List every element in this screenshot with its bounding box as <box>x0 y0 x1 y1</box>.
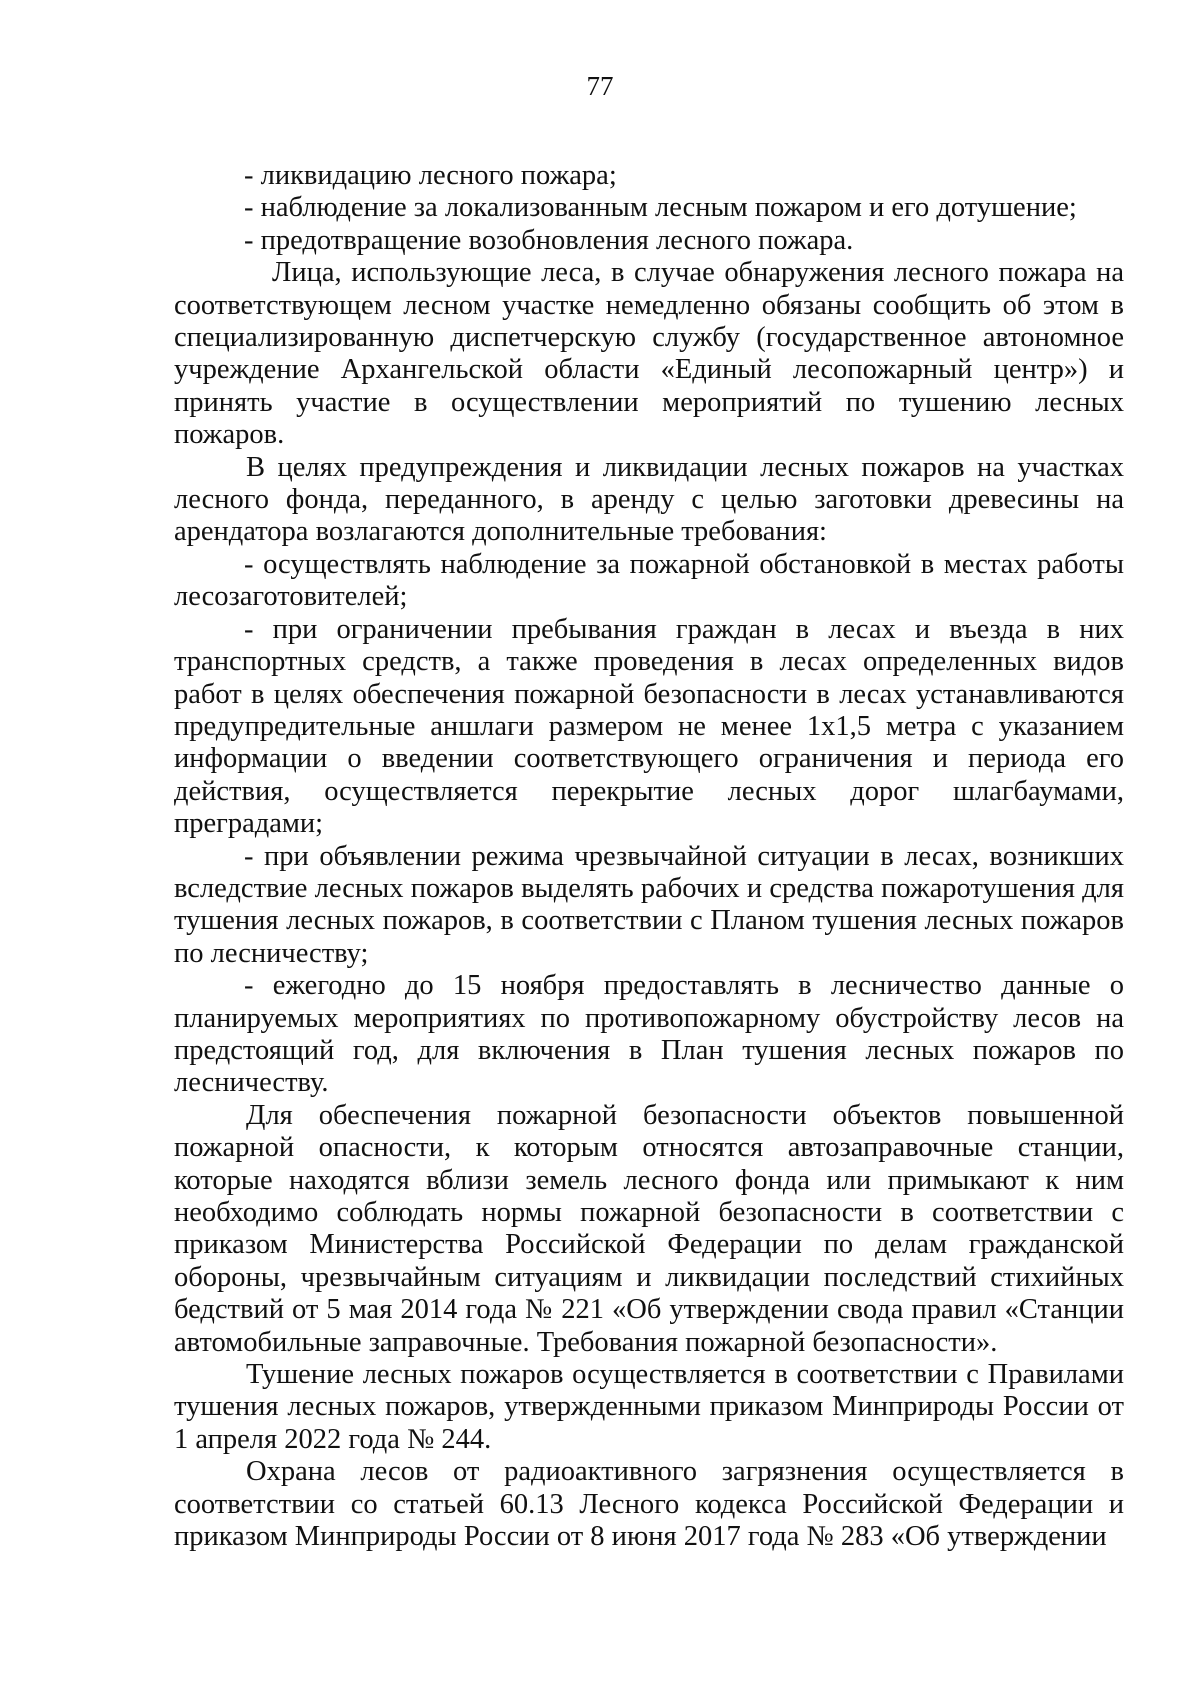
list-item-prevention: - предотвращение возобновления лесного пожара. <box>244 224 854 256</box>
paragraph-extinguishing-rules: Тушение лесных пожаров осуществляется в соответствии с Правилами тушения лесных пожаров, утвержденными приказом Минприроды России от 1 апреля 2022 года № 244. <box>174 1359 1124 1455</box>
list-item-emergency: - при объявлении режима чрезвычайной ситуации в лесах, возникших вследствие лесных пожаров выделять рабочих и средства пожаротушения для тушения лесных пожаров, в соответствии с Планом тушения лесных пожаров по лесничеству; <box>174 840 1124 969</box>
paragraph-forest-users: Лица, использующие леса, в случае обнаружения лесного пожара на соответствующем лесном участке немедленно обязаны сообщить об этом в специализированную диспетчерскую службу (государственное автономное учреждение Архангельской области «Единый лесопожарный центр») и принять участие в осуществлении мероприятий по тушению лесных пожаров. <box>174 257 1124 451</box>
list-item-annual-report: - ежегодно до 15 ноября предоставлять в лесничество данные о планируемых мероприятиях по противопожарному обустройству лесов на предстоящий год, для включения в План тушения лесных пожаров по лесничеству. <box>174 970 1124 1099</box>
document-body <box>174 160 1124 1553</box>
page-number: 77 <box>586 71 614 101</box>
list-item-extinguishing: - ликвидацию лесного пожара; <box>244 160 617 191</box>
list-item-observation: - осуществлять наблюдение за пожарной обстановкой в местах работы лесозаготовителей; <box>174 548 1124 613</box>
list-item-restrictions: - при ограничении пребывания граждан в лесах и въезда в них транспортных средств, а также проведения в лесах определенных видов работ в целях обеспечения пожарной безопасности в лесах устанавливаются предупредительные аншлаги размером не менее 1х1,5 метра с указанием информации о введении соответствующего ограничения и периода его действия, осуществляется перекрытие лесных дорог шлагбаумами, преградами; <box>174 613 1124 840</box>
list-item-monitoring: - наблюдение за локализованным лесным пожаром и его дотушение; <box>244 192 1077 224</box>
paragraph-radioactive-protection: Охрана лесов от радиоактивного загрязнения осуществляется в соответствии со статьей 60.13 Лесного кодекса Российской Федерации и приказом Минприроды России от 8 июня 2017 года № 283 «Об утверждении <box>174 1456 1124 1553</box>
paragraph-tenant-requirements: В целях предупреждения и ликвидации лесных пожаров на участках лесного фонда, переданного, в аренду с целью заготовки древесины на арендатора возлагаются дополнительные требования: <box>174 451 1124 548</box>
paragraph-fuel-stations: Для обеспечения пожарной безопасности объектов повышенной пожарной опасности, к которым относятся автозаправочные станции, которые находятся вблизи земель лесного фонда или примыкают к ним необходимо соблюдать нормы пожарной безопасности в соответствии с приказом Министерства Российской Федерации по делам гражданской обороны, чрезвычайным ситуациям и ликвидации последствий стихийных бедствий от 5 мая 2014 года № 221 «Об утверждении свода правил «Станции автомобильные заправочные. Требования пожарной безопасности». <box>174 1099 1124 1358</box>
